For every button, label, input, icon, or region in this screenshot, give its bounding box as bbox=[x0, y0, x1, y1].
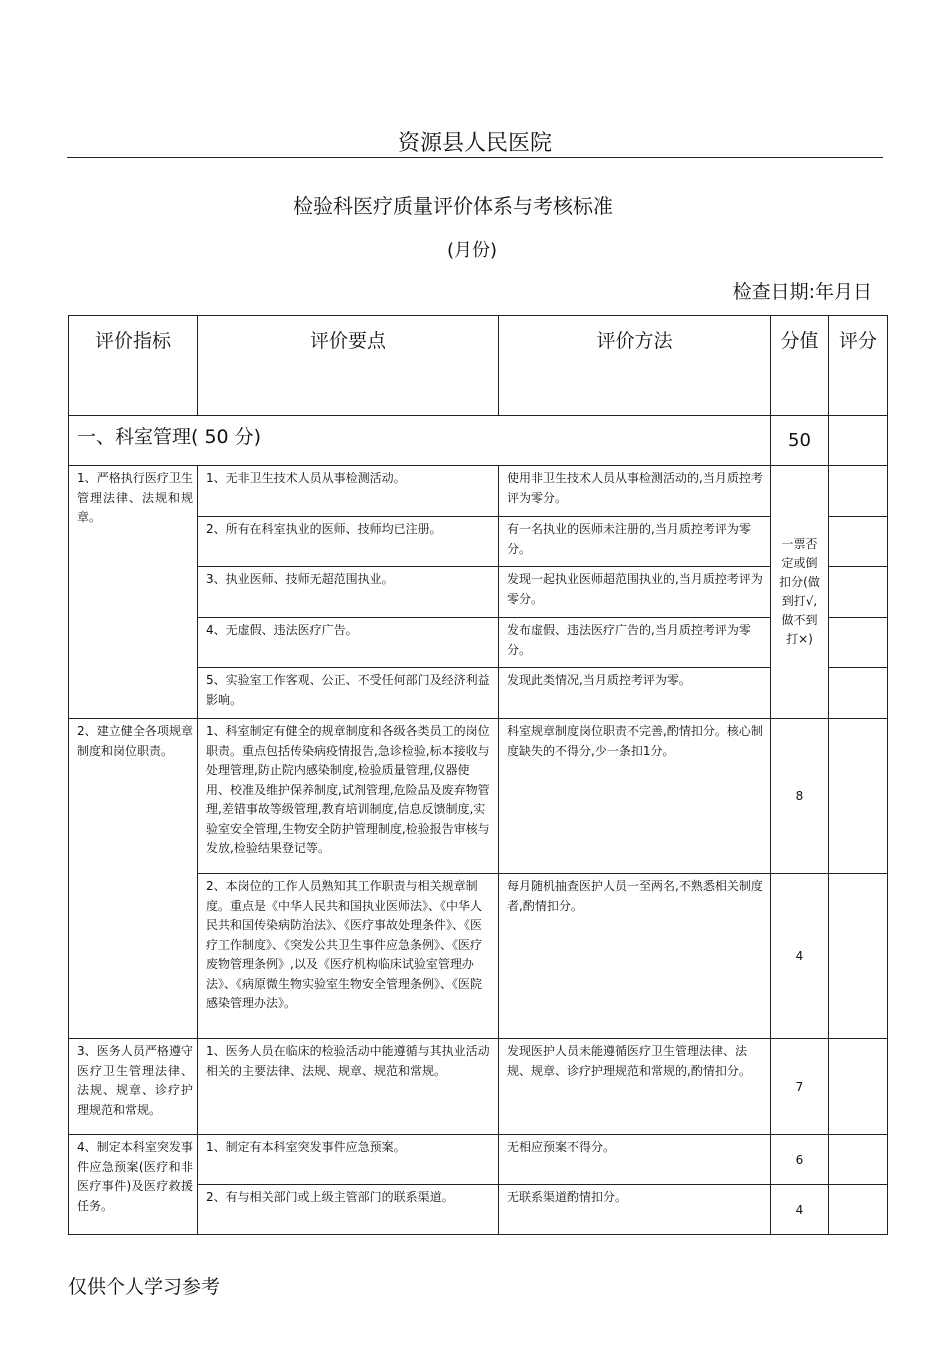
indicator-cell: 4、制定本科室突发事件应急预案(医疗和非医疗事件)及医疗救援任务。 bbox=[69, 1135, 198, 1235]
indicator-cell: 1、严格执行医疗卫生管理法律、法规和规章。 bbox=[69, 466, 198, 719]
score-cell bbox=[829, 466, 888, 517]
method-cell: 有一名执业的医师未注册的,当月质控考评为零分。 bbox=[499, 517, 771, 567]
score-cell bbox=[829, 567, 888, 618]
table-row bbox=[69, 719, 888, 874]
col-header-points: 评价要点 bbox=[198, 316, 499, 416]
score-cell bbox=[829, 1185, 888, 1235]
header-rule bbox=[67, 157, 883, 158]
method-cell: 科室规章制度岗位职责不完善,酌情扣分。核心制度缺失的不得分,少一条扣1分。 bbox=[499, 719, 771, 874]
section-score bbox=[829, 416, 888, 466]
veto-cell: 一票否定或倒扣分(做到打√,做不到打×) bbox=[771, 466, 829, 719]
document-subtitle: (月份) bbox=[446, 240, 498, 261]
point-cell: 1、科室制定有健全的规章制度和各级各类员工的岗位职责。重点包括传染病疫情报告,急诊检验,标本接收与处理管理,防止院内感染制度,检验质量管理,仪器使用、校准及维护保养制度,试剂管理,危险品及废弃物管理,差错事故等级管理,教育培训制度,信息反馈制度,实验室安全管理,生物安全防护管理制度,检验报告审核与发放,检验结果登记等。 bbox=[198, 719, 499, 874]
document-title: 检验科医疗质量评价体系与考核标准 bbox=[293, 194, 613, 218]
method-cell: 发现医护人员未能遵循医疗卫生管理法律、法规、规章、诊疗护理规范和常规的,酌情扣分。 bbox=[499, 1039, 771, 1135]
value-cell: 6 bbox=[771, 1135, 829, 1185]
score-cell bbox=[829, 618, 888, 668]
score-cell bbox=[829, 719, 888, 874]
method-cell: 使用非卫生技术人员从事检测活动的,当月质控考评为零分。 bbox=[499, 466, 771, 517]
col-header-method: 评价方法 bbox=[499, 316, 771, 416]
score-cell bbox=[829, 1039, 888, 1135]
method-cell: 每月随机抽查医护人员一至两名,不熟悉相关制度者,酌情扣分。 bbox=[499, 874, 771, 1039]
evaluation-table bbox=[68, 315, 888, 1235]
score-cell bbox=[829, 874, 888, 1039]
point-cell: 2、所有在科室执业的医师、技师均已注册。 bbox=[198, 517, 499, 567]
method-cell: 发现一起执业医师超范围执业的,当月质控考评为零分。 bbox=[499, 567, 771, 618]
section-value: 50 bbox=[771, 416, 829, 466]
table-row bbox=[69, 1039, 888, 1135]
hospital-name: 资源县人民医院 bbox=[397, 131, 552, 156]
section-row bbox=[69, 416, 888, 466]
col-header-score: 评分 bbox=[829, 316, 888, 416]
score-cell bbox=[829, 1135, 888, 1185]
point-cell: 4、无虚假、违法医疗广告。 bbox=[198, 618, 499, 668]
value-cell: 7 bbox=[771, 1039, 829, 1135]
value-cell: 4 bbox=[771, 874, 829, 1039]
point-cell: 1、医务人员在临床的检验活动中能遵循与其执业活动相关的主要法律、法规、规章、规范和常规。 bbox=[198, 1039, 499, 1135]
footer-note: 仅供个人学习参考 bbox=[68, 1276, 221, 1298]
indicator-cell: 3、医务人员严格遵守医疗卫生管理法律、法规、规章、诊疗护理规范和常规。 bbox=[69, 1039, 198, 1135]
point-cell: 1、制定有本科室突发事件应急预案。 bbox=[198, 1135, 499, 1185]
method-cell: 发布虚假、违法医疗广告的,当月质控考评为零分。 bbox=[499, 618, 771, 668]
score-cell bbox=[829, 517, 888, 567]
header-row bbox=[69, 316, 888, 416]
col-header-indicator: 评价指标 bbox=[69, 316, 198, 416]
section-title: 一、科室管理( 50 分) bbox=[69, 416, 499, 466]
method-cell: 发现此类情况,当月质控考评为零。 bbox=[499, 668, 771, 719]
point-cell: 1、无非卫生技术人员从事检测活动。 bbox=[198, 466, 499, 517]
value-cell: 8 bbox=[771, 719, 829, 874]
section-blank bbox=[499, 416, 771, 466]
indicator-cell: 2、建立健全各项规章制度和岗位职责。 bbox=[69, 719, 198, 1039]
point-cell: 5、实验室工作客观、公正、不受任何部门及经济利益影响。 bbox=[198, 668, 499, 719]
inspection-date: 检查日期:年月日 bbox=[732, 281, 872, 303]
score-cell bbox=[829, 668, 888, 719]
point-cell: 3、执业医师、技师无超范围执业。 bbox=[198, 567, 499, 618]
table-row bbox=[69, 1135, 888, 1185]
method-cell: 无联系渠道酌情扣分。 bbox=[499, 1185, 771, 1235]
value-cell: 4 bbox=[771, 1185, 829, 1235]
method-cell: 无相应预案不得分。 bbox=[499, 1135, 771, 1185]
table-row bbox=[69, 466, 888, 517]
point-cell: 2、有与相关部门或上级主管部门的联系渠道。 bbox=[198, 1185, 499, 1235]
point-cell: 2、本岗位的工作人员熟知其工作职责与相关规章制度。重点是《中华人民共和国执业医师法》、《中华人民共和国传染病防治法》、《医疗事故处理条件》、《医疗工作制度》、《突发公共卫生事件应急条例》、《医疗废物管理条例》,以及《医疗机构临床试验室管理办法》、《病原微生物实验室生物安全管理条例》、《医院感染管理办法》。 bbox=[198, 874, 499, 1039]
col-header-value: 分值 bbox=[771, 316, 829, 416]
